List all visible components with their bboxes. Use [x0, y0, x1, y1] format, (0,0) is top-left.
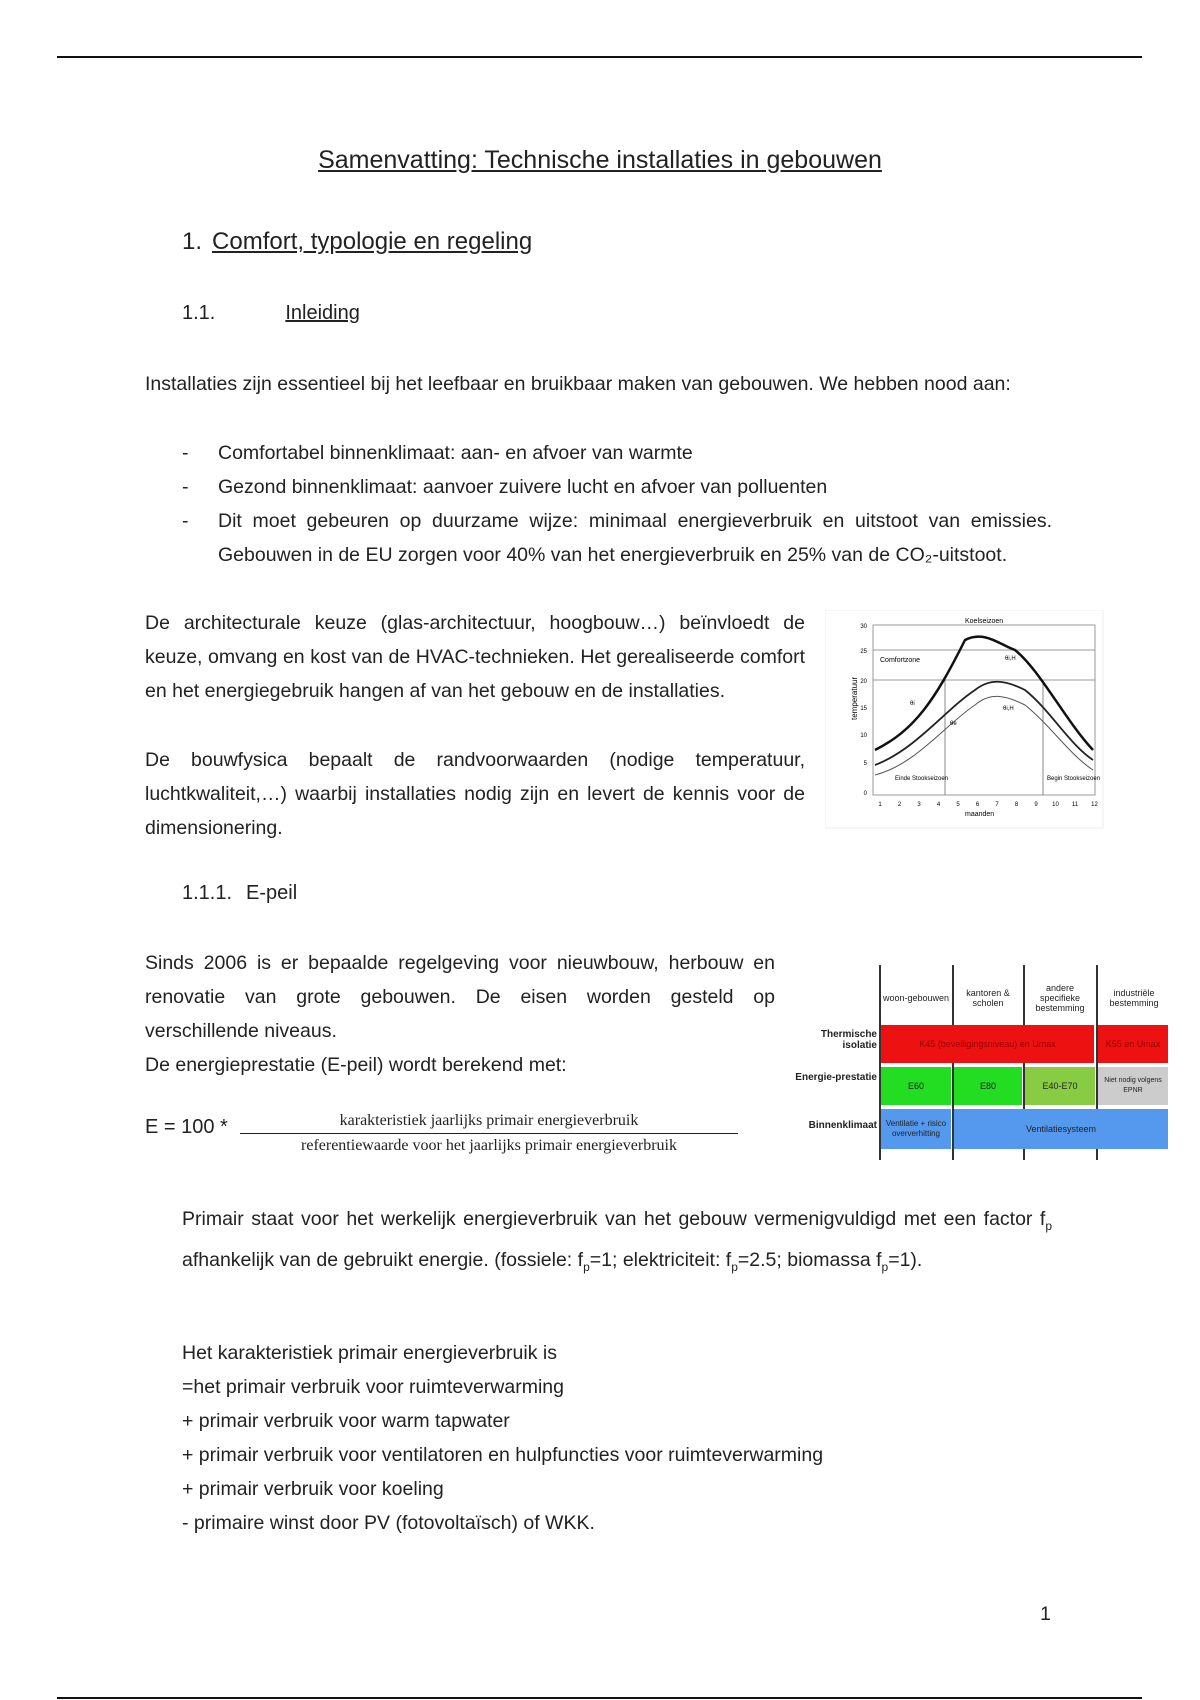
heading-section-1-1-1	[182, 882, 297, 905]
y-tick: 10	[860, 733, 867, 739]
row-header: Thermische isolatie	[820, 1029, 877, 1051]
x-axis-label: maanden	[965, 811, 995, 818]
header-rule	[57, 56, 1142, 58]
section-number: 1.	[182, 228, 203, 255]
list-line: Het karakteristiek primair energieverbruik is	[182, 1342, 557, 1364]
y-tick: 25	[860, 649, 867, 655]
chart-annotation: θi,H	[1003, 706, 1014, 712]
list-item-text: Comfortabel binnenklimaat: aan- en afvoer van warmte	[218, 442, 693, 464]
x-tick: 12	[1091, 802, 1098, 808]
cell-e-kantoren: E80	[954, 1067, 1022, 1105]
y-axis-label: temperatuur	[850, 676, 859, 720]
paragraph-primair	[182, 1202, 1052, 1284]
y-tick: 15	[860, 706, 867, 712]
x-tick: 10	[1052, 802, 1059, 808]
y-tick: 20	[860, 679, 867, 685]
column-header: kantoren & scholen	[966, 988, 1010, 1008]
paragraph-bouwfysica: De bouwfysica bepaalt de randvoorwaarden (nodige temperatuur, luchtkwaliteit,…) waarbij installaties nodig zijn en levert de kennis voor de dimensionering.	[145, 749, 805, 839]
formula-numerator: karakteristiek jaarlijks primair energieverbruik	[240, 1112, 738, 1134]
cell-e-industrie: Niet nodig volgens EPNR	[1098, 1067, 1168, 1105]
row-header: Energie-prestatie	[795, 1072, 877, 1083]
cell-e-woon: E60	[881, 1067, 951, 1105]
x-tick: 1	[878, 802, 882, 808]
x-tick: 3	[917, 802, 921, 808]
cell-e-andere: E40-E70	[1025, 1067, 1095, 1105]
cell-vent-rest: Ventilatiesysteem	[954, 1109, 1168, 1149]
column-header: industriële bestemming	[1109, 988, 1159, 1008]
paragraph-architecture: De architecturale keuze (glas-architectuur, hoogbouw…) beïnvloedt de keuze, omvang en kost van de HVAC-technieken. Het gerealiseerde comfort en het energiegebruik hangen af van het gebouw en de installaties.	[145, 612, 805, 702]
section-label: Comfort, typologie en regeling	[212, 228, 533, 255]
paragraph-formula-intro: De energieprestatie (E-peil) wordt berekend met:	[145, 1054, 567, 1076]
heading-section-1-1	[182, 302, 360, 325]
page-number: 1	[1040, 1603, 1051, 1625]
chart-annotation: θi	[910, 701, 915, 707]
column-header: woon-gebouwen	[882, 993, 950, 1003]
list-line: + primair verbruik voor ventilatoren en hulpfuncties voor ruimteverwarming	[182, 1444, 824, 1466]
list-item-text: Gezond binnenklimaat: aanvoer zuivere lucht en afvoer van polluenten	[218, 476, 828, 498]
x-tick: 7	[995, 802, 999, 808]
formula-denominator: referentiewaarde voor het jaarlijks primair energieverbruik	[301, 1137, 677, 1154]
x-tick: 2	[897, 802, 902, 808]
chart-annotation: Koelseizoen	[965, 618, 1004, 625]
list-item-text: Dit moet gebeuren op duurzame wijze: minimaal energieverbruik en uitstoot van emissies. Gebouwen in de EU zorgen voor 40% van het energieverbruik en 25% van de CO₂-uitstoot.	[218, 510, 1052, 566]
x-tick: 4	[936, 802, 941, 808]
chart-annotation: Begin Stookseizoen	[1047, 776, 1101, 782]
list-line: - primaire winst door PV (fotovoltaïsch) of WKK.	[182, 1512, 595, 1534]
temperature-chart-figure	[825, 610, 1105, 830]
y-tick: 0	[863, 791, 867, 797]
x-tick: 5	[956, 802, 960, 808]
epb-requirements-figure	[795, 965, 1175, 1160]
intro-paragraph: Installaties zijn essentieel bij het leefbaar en bruikbaar maken van gebouwen. We hebben nood aan:	[145, 373, 1011, 395]
cell-vent-woon: Ventilatie + risico oververhitting	[881, 1109, 951, 1149]
list-line: =het primair verbruik voor ruimteverwarming	[182, 1376, 564, 1398]
document-title: Samenvatting: Technische installaties in gebouwen	[318, 146, 882, 174]
list-line: + primair verbruik voor koeling	[182, 1478, 444, 1500]
x-tick: 6	[975, 802, 980, 808]
x-tick: 11	[1071, 802, 1079, 808]
section-number: 1.1.1.	[182, 882, 233, 904]
section-label: E-peil	[246, 882, 298, 904]
section-number: 1.1.	[182, 302, 216, 324]
document-page: Samenvatting: Technische installaties in gebouwen 1. Comfort, typologie en regeling 1.1. Inleiding Installaties zijn essentieel bij het leefbaar en bruikbaar maken van gebouwen. We hebben nood aan: - Comfortabel binnenklimaat: aan- en afvoer van warmte - Gezond binnenklimaat: aanvoer zuivere lucht en afvoer van polluenten - Dit moet gebeuren op duurzame wijze: minimaal energieverbruik en uitstoot van emissies. Gebouwen in de EU zorgen voor 40% van het energieverbruik en 25% van de CO₂-uitstoot. De architecturale keuze (glas-architectuur, hoogbouw…) beïnvloedt de keuze, omvang en kost van de HVAC-technieken. Het gerealiseerde comfort en het energiegebruik hangen af van het gebouw en de installaties. De bouwfysica bepaalt de randvoorwaarden (nodige temperatuur, luchtkwaliteit,…) waarbij installaties nodig zijn en levert de kennis voor de dimensionering. temperatuur maanden Koelseizoen Comfortzone Einde Stookseizoen Begin Stookseizoen θi,H θi,H θi θe 30 25 20 15 10 5 0 1 2 3 4 5 6 7 8 9 10 11 12 1.1.1. E-peil Sinds 2006 is er bepaalde regelgeving voor nieuwbouw, herbouw en renovatie van grote gebouwen. De eisen worden gesteld op verschillende niveaus. De energieprestatie (E-peil) wordt berekend met: E = 100 * karakteristiek jaarlijks primair energieverbruik referentiewaarde voor het jaarlijks primair energieverbruik woon-gebouwen kantoren & scholen andere specifieke bestemming industriële bestemming Thermische isolatie Energie-prestatie Binnenklimaat K45 (beveiligingsniveau) en Umax K55 en Umax E60 E80 E40-E70 Niet nodig volgens EPNR Ventilatie + risico oververhitting Ventilatiesysteem Primair staat voor het werkelijk energieverbruik van het gebouw vermenigvuldigd met een factor $f_p$ afhankelijk van de gebruikt energie. (fossiele: $f_p=1$; elektriciteit: $f_p=2.5$; biomassa $f_p=1$). Het karakteristiek primair energieverbruik is =het primair verbruik voor ruimteverwarming + primair verbruik voor warm tapwater + primair verbruik voor ventilatoren en hulpfuncties voor ruimteverwarming + primair verbruik voor koeling - primaire winst door PV (fotovoltaïsch) of WKK. 1	[0, 0, 1200, 1700]
cell-isolation-industry: K55 en Umax	[1098, 1025, 1168, 1063]
cell-isolation: K45 (beveiligingsniveau) en Umax	[881, 1025, 1094, 1063]
chart-annotation: θe	[950, 721, 957, 727]
column-header: andere specifieke bestemming	[1035, 982, 1085, 1013]
y-tick: 30	[860, 624, 867, 630]
x-tick: 8	[1014, 802, 1019, 808]
paragraph-epeil: Sinds 2006 is er bepaalde regelgeving voor nieuwbouw, herbouw en renovatie van grote gebouwen. De eisen worden gesteld op verschillende niveaus.	[145, 952, 775, 1042]
heading-section-1	[182, 228, 542, 256]
row-header: Binnenklimaat	[808, 1120, 877, 1131]
x-tick: 9	[1034, 802, 1038, 808]
y-tick: 5	[863, 761, 867, 767]
chart-annotation: θi,H	[1005, 656, 1016, 662]
formula-lhs: E = 100 *	[145, 1116, 228, 1138]
chart-annotation: Einde Stookseizoen	[895, 776, 949, 782]
paragraph-primair-text: Primair staat voor het werkelijk energieverbruik van het gebouw vermenigvuldigd met een factor $f_p$ afhankelijk van de gebruikt energie. (fossiele: $f_p=1$; elektriciteit: $f_p=2.5$; biomassa $f_p=1$).	[182, 1208, 1052, 1274]
chart-annotation: Comfortzone	[880, 657, 921, 664]
footer-rule	[57, 1697, 1142, 1699]
section-label: Inleiding	[285, 302, 360, 324]
list-line: + primair verbruik voor warm tapwater	[182, 1410, 510, 1432]
formula-fraction	[240, 1112, 738, 1155]
